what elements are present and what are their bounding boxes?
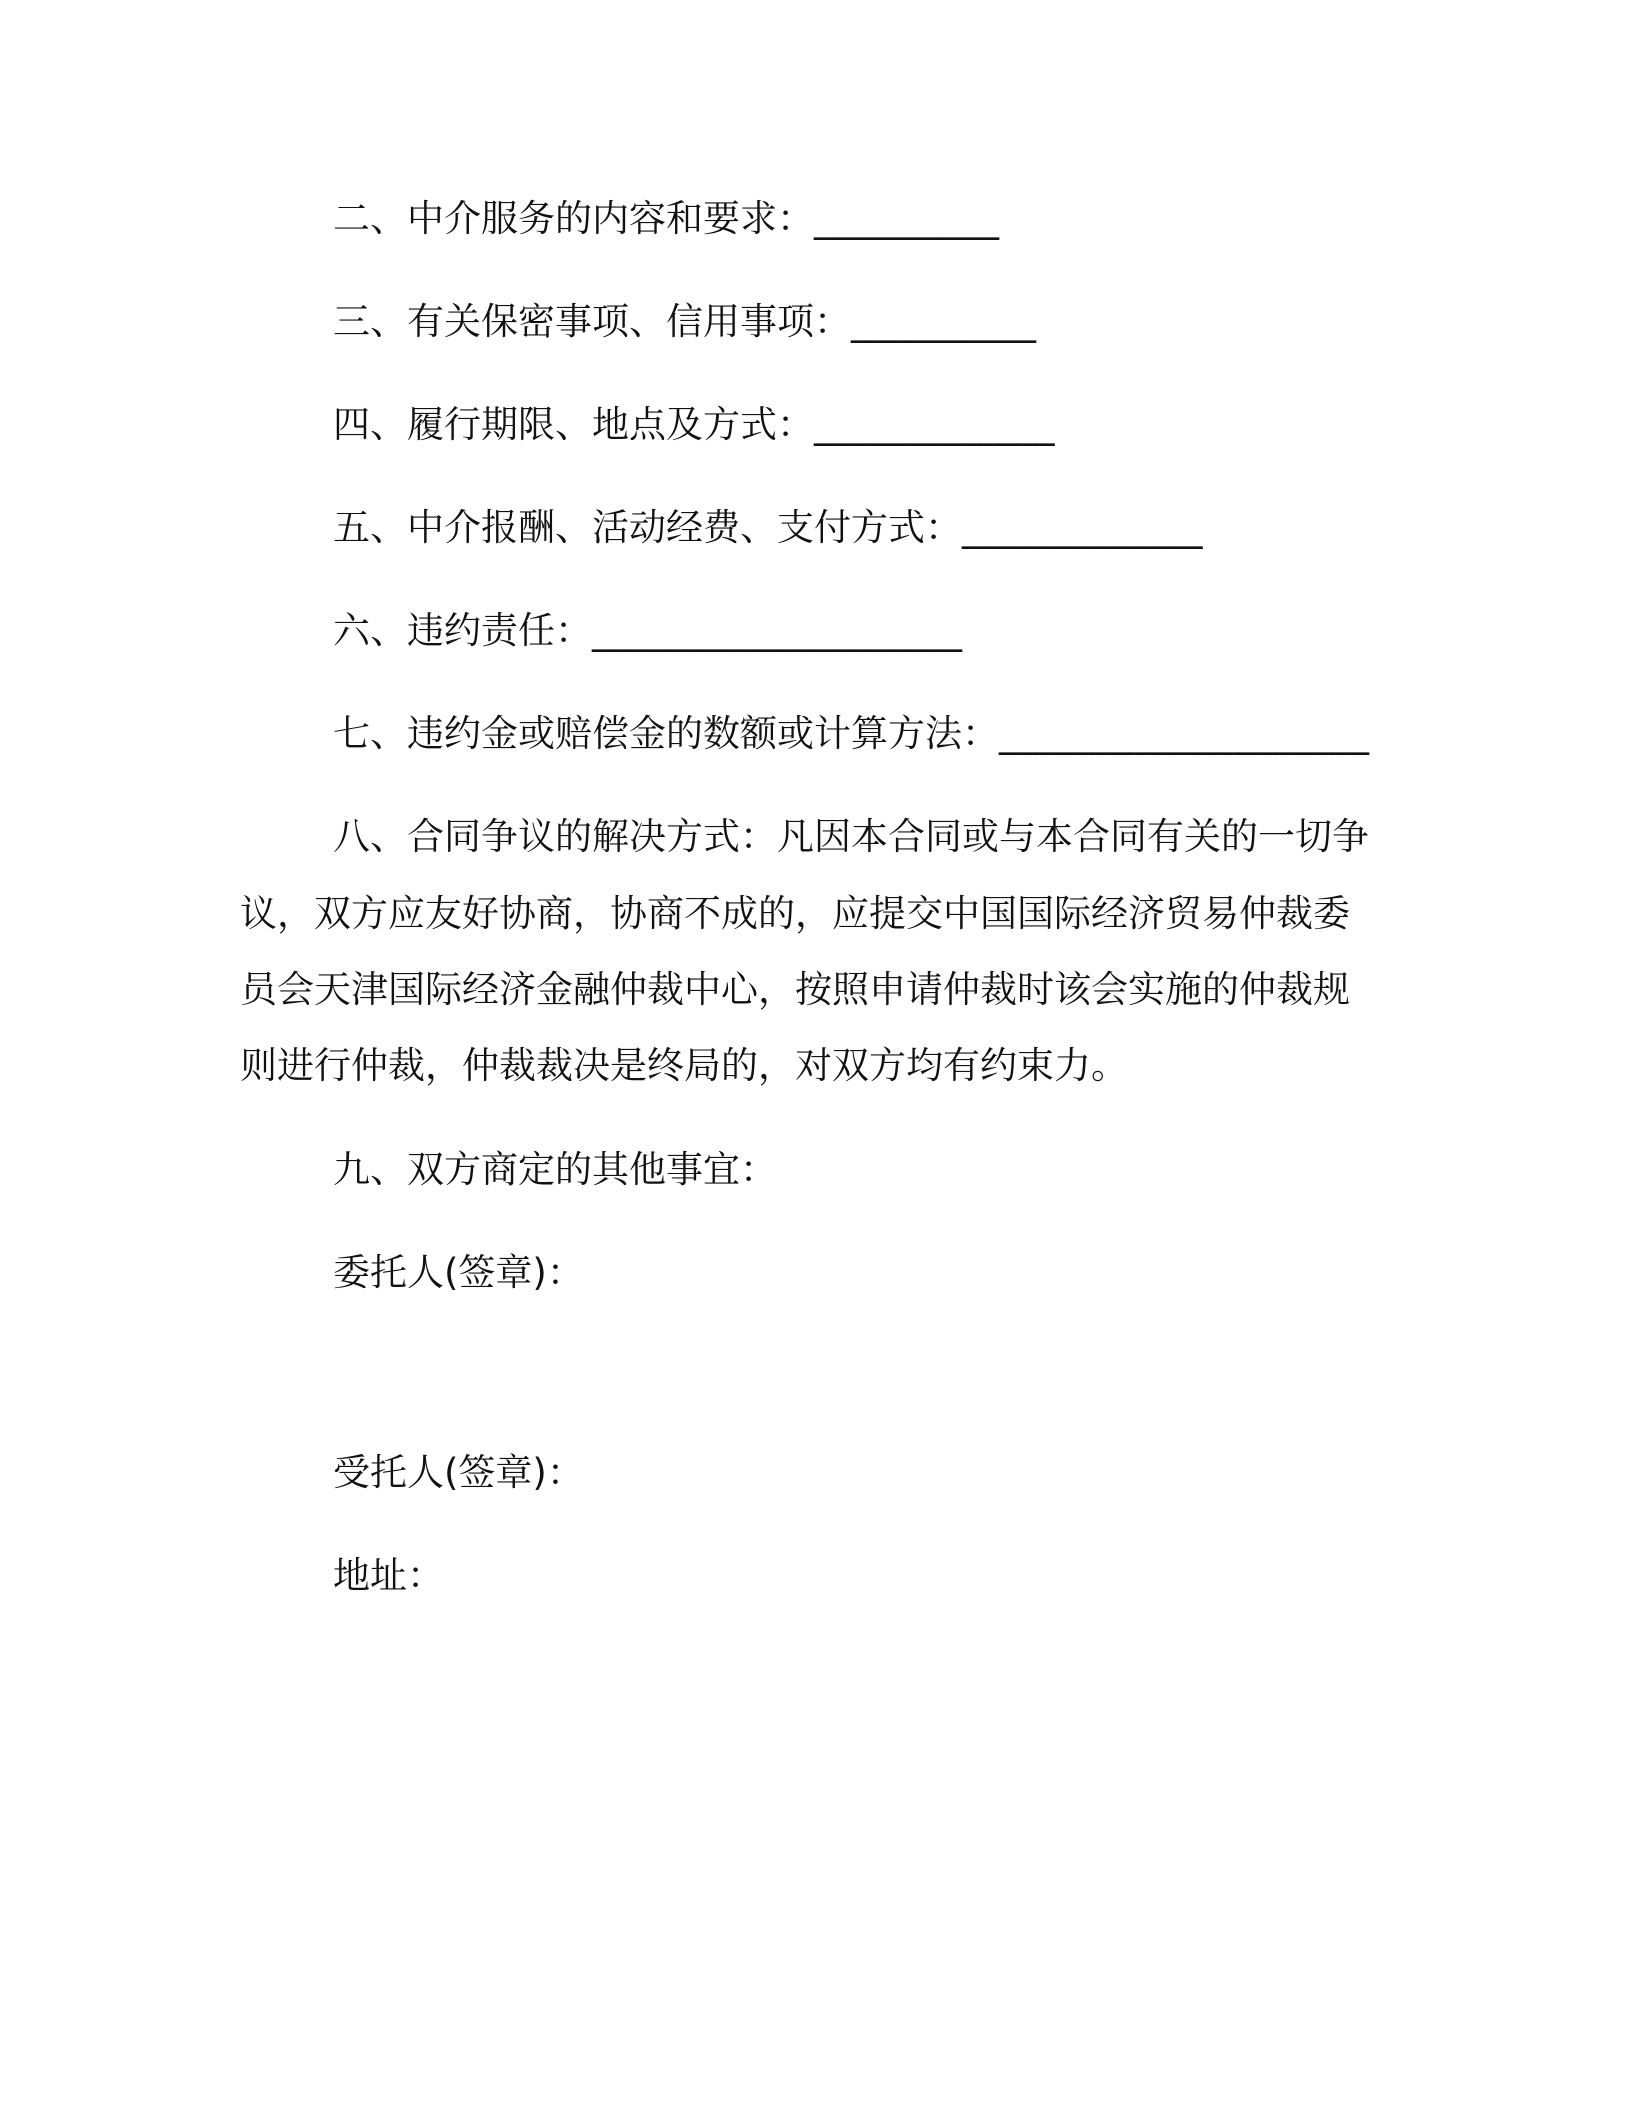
clause-2-label: 二、中介服务的内容和要求： [333, 197, 814, 240]
agent-signature-label: 受托人(签章)： [333, 1451, 584, 1494]
clause-6-blank: ____________________ [592, 609, 962, 652]
clause-3 [333, 300, 1036, 343]
clause-4 [333, 403, 1055, 446]
address-label: 地址： [333, 1554, 444, 1597]
clause-2-blank: __________ [814, 197, 999, 240]
clause-5-blank: _____________ [962, 506, 1203, 549]
clause-6 [333, 609, 962, 652]
clause-2 [333, 197, 999, 240]
principal-signature-label: 委托人(签章)： [333, 1251, 584, 1294]
clause-5 [333, 506, 1203, 549]
clause-6-label: 六、违约责任： [333, 609, 592, 652]
dispute-line-2: 议，双方应友好协商，协商不成的，应提交中国国际经济贸易仲裁委 [240, 892, 1350, 935]
clause-9-other-matters: 九、双方商定的其他事宜： [333, 1148, 777, 1191]
clause-7-blank: ____________________ [999, 712, 1369, 755]
clause-4-blank: _____________ [814, 403, 1055, 446]
dispute-line-4: 则进行仲裁，仲裁裁决是终局的，对双方均有约束力。 [240, 1044, 1128, 1087]
clause-7 [333, 712, 1369, 755]
clause-7-label: 七、违约金或赔偿金的数额或计算方法： [333, 712, 999, 755]
dispute-line-1: 八、合同争议的解决方式：凡因本合同或与本合同有关的一切争 [333, 815, 1369, 858]
clause-3-blank: __________ [851, 300, 1036, 343]
dispute-line-3: 员会天津国际经济金融仲裁中心，按照申请仲裁时该会实施的仲裁规 [240, 968, 1350, 1011]
clause-5-label: 五、中介报酬、活动经费、支付方式： [333, 506, 962, 549]
clause-3-label: 三、有关保密事项、信用事项： [333, 300, 851, 343]
clause-4-label: 四、履行期限、地点及方式： [333, 403, 814, 446]
